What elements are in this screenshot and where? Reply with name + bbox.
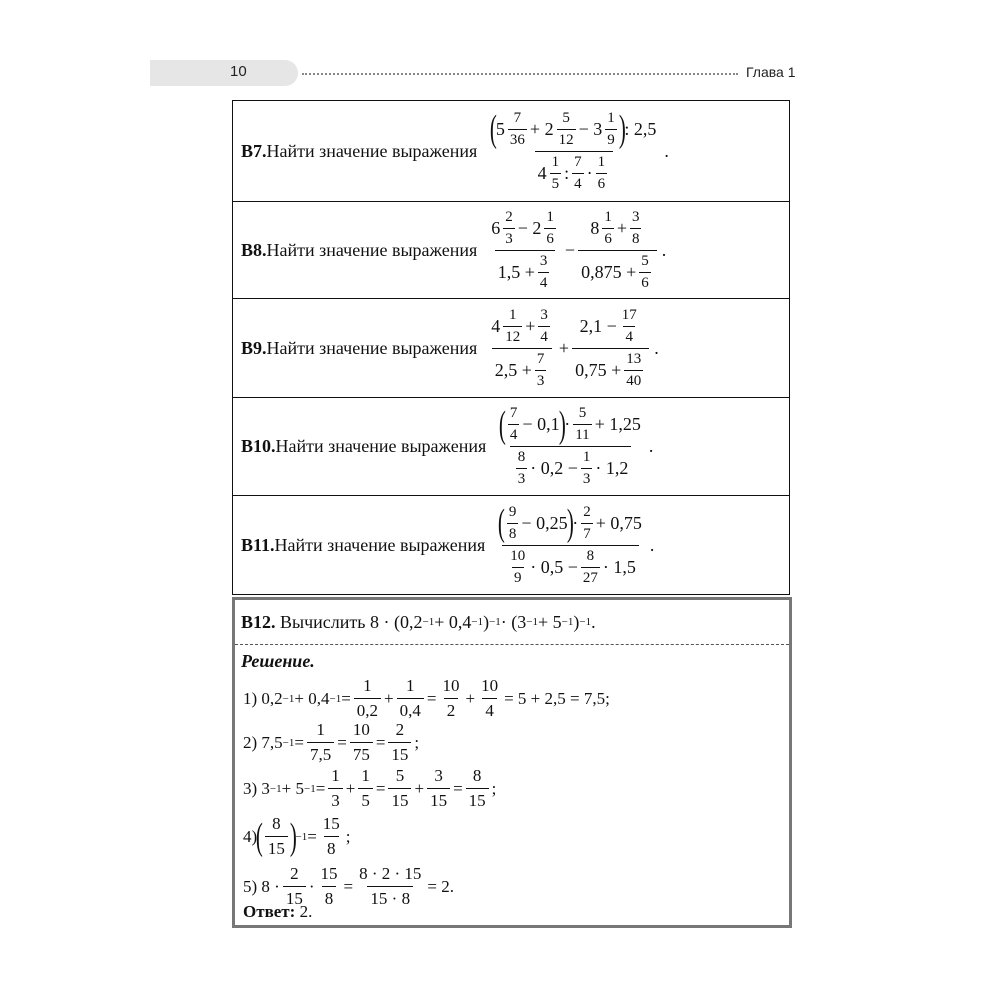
task-label: B9. [241,337,267,358]
solution-step-3: 3) 3 −1 + 5 −1 = $\frac{1}{3}$ + $\frac{1}{5}$ = $\frac{5}{15}$ + $\frac{3}{15}$ = $\frac{8}{15}$ ; [243,766,497,810]
expression: ( $\frac{7}{4}$ − 0,1 ) · $\frac{5}{11}$ + 1,25 $\frac{8}{3}$ · 0,2 − $\frac{1}{3}$ · 1,2 [499,403,641,487]
task-label: B8. [241,239,267,260]
page-number: 10 [230,63,247,80]
task-label: B11. [241,534,275,555]
solution-step-5: 5) 8 · $\frac{2}{15}$ · $\frac{15}{8}$ = $\frac{8 \cdot 2 \cdot 15}{15 \cdot 8}$ = 2. [243,864,455,908]
task-prompt: Найти значение выражения [266,140,478,161]
task-prompt: Найти значение выражения [266,337,478,358]
solution-step-2: 2) 7,5 −1 = $\frac{1}{7,5}$ = $\frac{10}{75}$ = $\frac{2}{15}$ ; [243,720,420,764]
task-b7: B7. Найти значение выражения ( 5 $\frac{7}{36}$ + 2 $\frac{5}{12}$ − 3 $\frac{1}{9}$ ) : 2,5 4 $\frac{1}{5}$ : $\frac{7}{4}$ · $\frac{1}{6}$ . [232,100,790,202]
solution-step-4: 4) ( $\frac{8}{15}$ ) −1 = $\frac{15}{8}$ ; [243,814,351,858]
answer [243,902,312,922]
task-b8: B8. Найти значение выражения 6 $\frac{2}{3}$ − 2 $\frac{1}{6}$ 1,5 + $\frac{3}{4}$ − 8 $\frac{1}{6}$ + $\frac{3}{8}$ 0,875 + $\frac{5}{6}$ . [232,201,790,299]
task-label: B7. [241,140,267,161]
task-prompt: Вычислить [280,611,366,632]
expression: 8 · (0,2 −1 + 0,4 −1 ) −1 · (3 −1 + 5 −1 ) −1 . [369,611,596,632]
task-label: B12. [241,611,276,632]
answer-value: 2. [299,902,313,921]
task-b9: B9. Найти значение выражения 4 $\frac{1}{12}$ + $\frac{3}{4}$ 2,5 + $\frac{7}{3}$ + 2,1 − $\frac{17}{4}$ 0,75 + $\frac{13}{40}$ . [232,298,790,398]
task-b12 [232,597,792,928]
task-b11: B11. Найти значение выражения ( $\frac{9}{8}$ − 0,25 ) · $\frac{2}{7}$ + 0,75 $\frac{10}{9}$ · 0,5 − $\frac{8}{27}$ · 1,5 . [232,495,790,595]
task-b12-statement [235,600,789,644]
dashed-divider [235,644,789,645]
answer-label: Ответ: [243,902,296,921]
task-prompt: Найти значение выражения [275,436,487,456]
chapter-title: Глава 1 [746,64,796,80]
header-dotted-leader [302,73,738,75]
task-prompt: Найти значение выражения [274,534,486,555]
task-label: B10. [241,436,276,456]
expression: ( $\frac{9}{8}$ − 0,25 ) · $\frac{2}{7}$ + 0,75 $\frac{10}{9}$ · 0,5 − $\frac{8}{27}$ · 1,5 [498,502,642,586]
task-b10: B10. Найти значение выражения ( $\frac{7}{4}$ − 0,1 ) · $\frac{5}{11}$ + 1,25 $\frac{8}{3}$ · 0,2 − $\frac{1}{3}$ · 1,2 . [232,397,790,496]
expression: 6 $\frac{2}{3}$ − 2 $\frac{1}{6}$ 1,5 + $\frac{3}{4}$ − 8 $\frac{1}{6}$ + $\frac{3}{8}$ 0,875 + $\frac{5}{6}$ [485,209,659,292]
solution-title: Решение. [241,651,315,671]
page-number-tab [150,60,298,86]
solution-step-1: 1) 0,2 −1 + 0,4 −1 = $\frac{1}{0,2}$ + $\frac{1}{0,4}$ = $\frac{10}{2}$ + $\frac{10}{4}$ = 5 + 2,5 = 7,5; [243,676,610,720]
expression: 4 $\frac{1}{12}$ + $\frac{3}{4}$ 2,5 + $\frac{7}{3}$ + 2,1 − $\frac{17}{4}$ 0,75 + $\frac{13}{40}$ [485,307,652,390]
expression: ( 5 $\frac{7}{36}$ + 2 $\frac{5}{12}$ − 3 $\frac{1}{9}$ ) : 2,5 4 $\frac{1}{5}$ : $\frac{7}{4}$ · $\frac{1}{6}$ [490,108,657,192]
task-prompt: Найти значение выражения [266,239,478,260]
